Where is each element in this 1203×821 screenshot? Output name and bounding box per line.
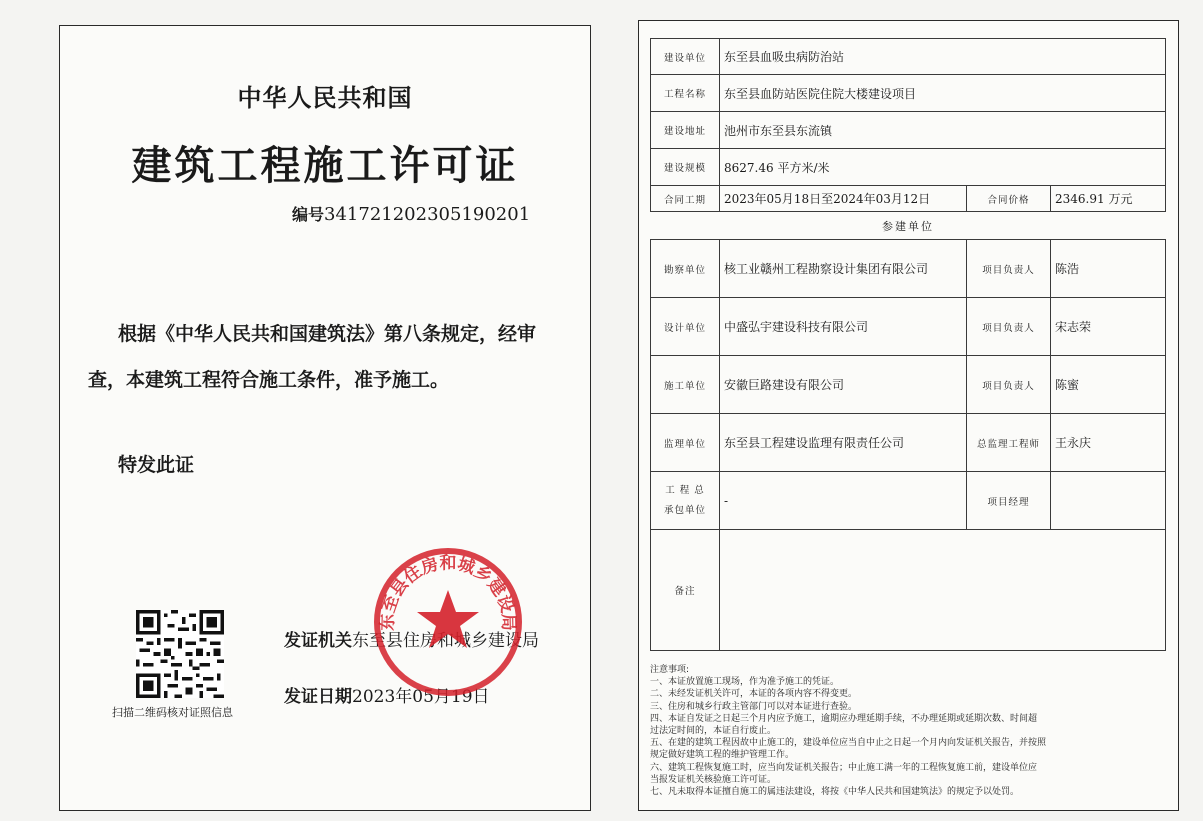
- row-contract: [651, 186, 1166, 212]
- remarks-label: 备注: [651, 530, 720, 651]
- general-contractor-label-1: 工 程 总: [665, 484, 705, 496]
- participant-person-label: 项目负责人: [967, 356, 1051, 414]
- qr-caption: 扫描二维码核对证照信息: [112, 706, 233, 719]
- period-label: 合同工期: [651, 186, 720, 212]
- participant-person-label: 项目负责人: [967, 240, 1051, 298]
- certificate-title: 建筑工程施工许可证: [131, 142, 519, 189]
- participant-unit: 东至县工程建设监理有限责任公司: [720, 414, 967, 472]
- issuer-label: 发证机关: [284, 631, 352, 651]
- scale-label: 建设规模: [651, 149, 720, 186]
- general-contractor-label-2: 承包单位: [663, 504, 706, 516]
- notes-title: 注意事项:: [650, 665, 690, 675]
- row-scale: [651, 149, 1166, 186]
- participant-unit: 中盛弘宇建设科技有限公司: [720, 298, 967, 356]
- participant-unit: 核工业赣州工程勘察设计集团有限公司: [720, 240, 967, 298]
- participant-unit: 安徽巨路建设有限公司: [720, 356, 967, 414]
- general-contractor-label: [651, 472, 720, 530]
- row-supervision-unit: [651, 414, 1166, 472]
- participant-person: 宋志荣: [1051, 298, 1166, 356]
- body-line-1: 根据《中华人民共和国建筑法》第八条规定，经审: [118, 323, 537, 345]
- remarks-value: [720, 530, 1166, 651]
- certificate-number-label: 编号: [292, 205, 325, 224]
- notes-line: 六、建筑工程恢复施工时，应当向发证机关报告；中止施工满一年的工程恢复施工前，建设单位应: [650, 762, 1038, 773]
- row-participants-header: [651, 212, 1166, 240]
- notes-line: 五、在建的建筑工程因故中止施工的，建设单位应当自中止之日起一个月内向发证机关报告，并按照: [650, 738, 1047, 749]
- certificate-front: [59, 25, 591, 811]
- row-design-unit: [651, 298, 1166, 356]
- body-line-2: 查，本建筑工程符合施工条件，准予施工。: [88, 369, 450, 391]
- construction-unit-value: 东至县血吸虫病防治站: [720, 39, 1166, 75]
- certificate-details: [638, 20, 1179, 811]
- participant-person-label: 总监理工程师: [967, 414, 1051, 472]
- issue-date-label: 发证日期: [284, 687, 352, 707]
- notes-line: 二、未经发证机关许可，本证的各项内容不得变更。: [650, 689, 858, 700]
- row-remarks: [651, 530, 1166, 651]
- general-contractor-value: -: [720, 472, 967, 530]
- participant-role: 监理单位: [651, 414, 720, 472]
- notes-line: 一、本证放置施工现场，作为准予施工的凭证。: [650, 677, 840, 688]
- price-label: 合同价格: [967, 186, 1051, 212]
- notes-line: 过法定时间的，本证自行废止。: [650, 726, 777, 737]
- details-table: [650, 38, 1166, 651]
- issuer-value: 东至县住房和城乡建设局: [352, 631, 539, 651]
- scale-value: 8627.46 平方米/米: [720, 149, 1166, 186]
- address-value: 池州市东至县东流镇: [720, 112, 1166, 149]
- notes-line: 当报发证机关核验施工许可证。: [650, 774, 777, 785]
- row-construction-contractor: [651, 356, 1166, 414]
- seal-text: 东至县住房和城乡建设局: [377, 553, 519, 631]
- official-seal: [372, 546, 524, 698]
- participants-header: 参建单位: [651, 212, 1166, 240]
- participant-person: 陈蜜: [1051, 356, 1166, 414]
- issue-date-value: 2023年05月19日: [352, 687, 490, 707]
- notes-section: [650, 664, 1165, 798]
- participant-role: 施工单位: [651, 356, 720, 414]
- notes-line: 三、住房和城乡行政主管部门可以对本证进行查验。: [650, 701, 858, 712]
- address-label: 建设地址: [651, 112, 720, 149]
- project-manager-value: [1051, 472, 1166, 530]
- period-value: 2023年05月18日至2024年03月12日: [720, 186, 967, 212]
- project-manager-label: 项目经理: [967, 472, 1051, 530]
- project-name-label: 工程名称: [651, 75, 720, 112]
- price-value: 2346.91 万元: [1051, 186, 1166, 212]
- project-name-value: 东至县血防站医院住院大楼建设项目: [720, 75, 1166, 112]
- notes-line: 七、凡未取得本证擅自施工的属违法建设，将按《中华人民共和国建筑法》的规定予以处罚。: [650, 787, 1020, 798]
- certificate-number-value: 341721202305190201: [324, 204, 531, 225]
- construction-unit-label: 建设单位: [651, 39, 720, 75]
- special-issue-text: 特发此证: [118, 454, 195, 476]
- row-project-name: [651, 75, 1166, 112]
- qr-code[interactable]: [136, 610, 224, 698]
- notes-line: 四、本证自发证之日起三个月内应予施工，逾期应办理延期手续，不办理延期或延期次数、时间超: [650, 713, 1038, 724]
- certificate-number: [292, 202, 530, 225]
- country-name: 中华人民共和国: [237, 83, 413, 112]
- participant-person-label: 项目负责人: [967, 298, 1051, 356]
- certificate-body: [88, 311, 568, 403]
- participant-person: 陈浩: [1051, 240, 1166, 298]
- notes-line: 规定做好建筑工程的维护管理工作。: [650, 750, 795, 761]
- participant-role: 设计单位: [651, 298, 720, 356]
- participant-person: 王永庆: [1051, 414, 1166, 472]
- row-general-contractor: [651, 472, 1166, 530]
- row-construction-unit: [651, 39, 1166, 75]
- row-survey-unit: [651, 240, 1166, 298]
- participant-role: 勘察单位: [651, 240, 720, 298]
- row-address: [651, 112, 1166, 149]
